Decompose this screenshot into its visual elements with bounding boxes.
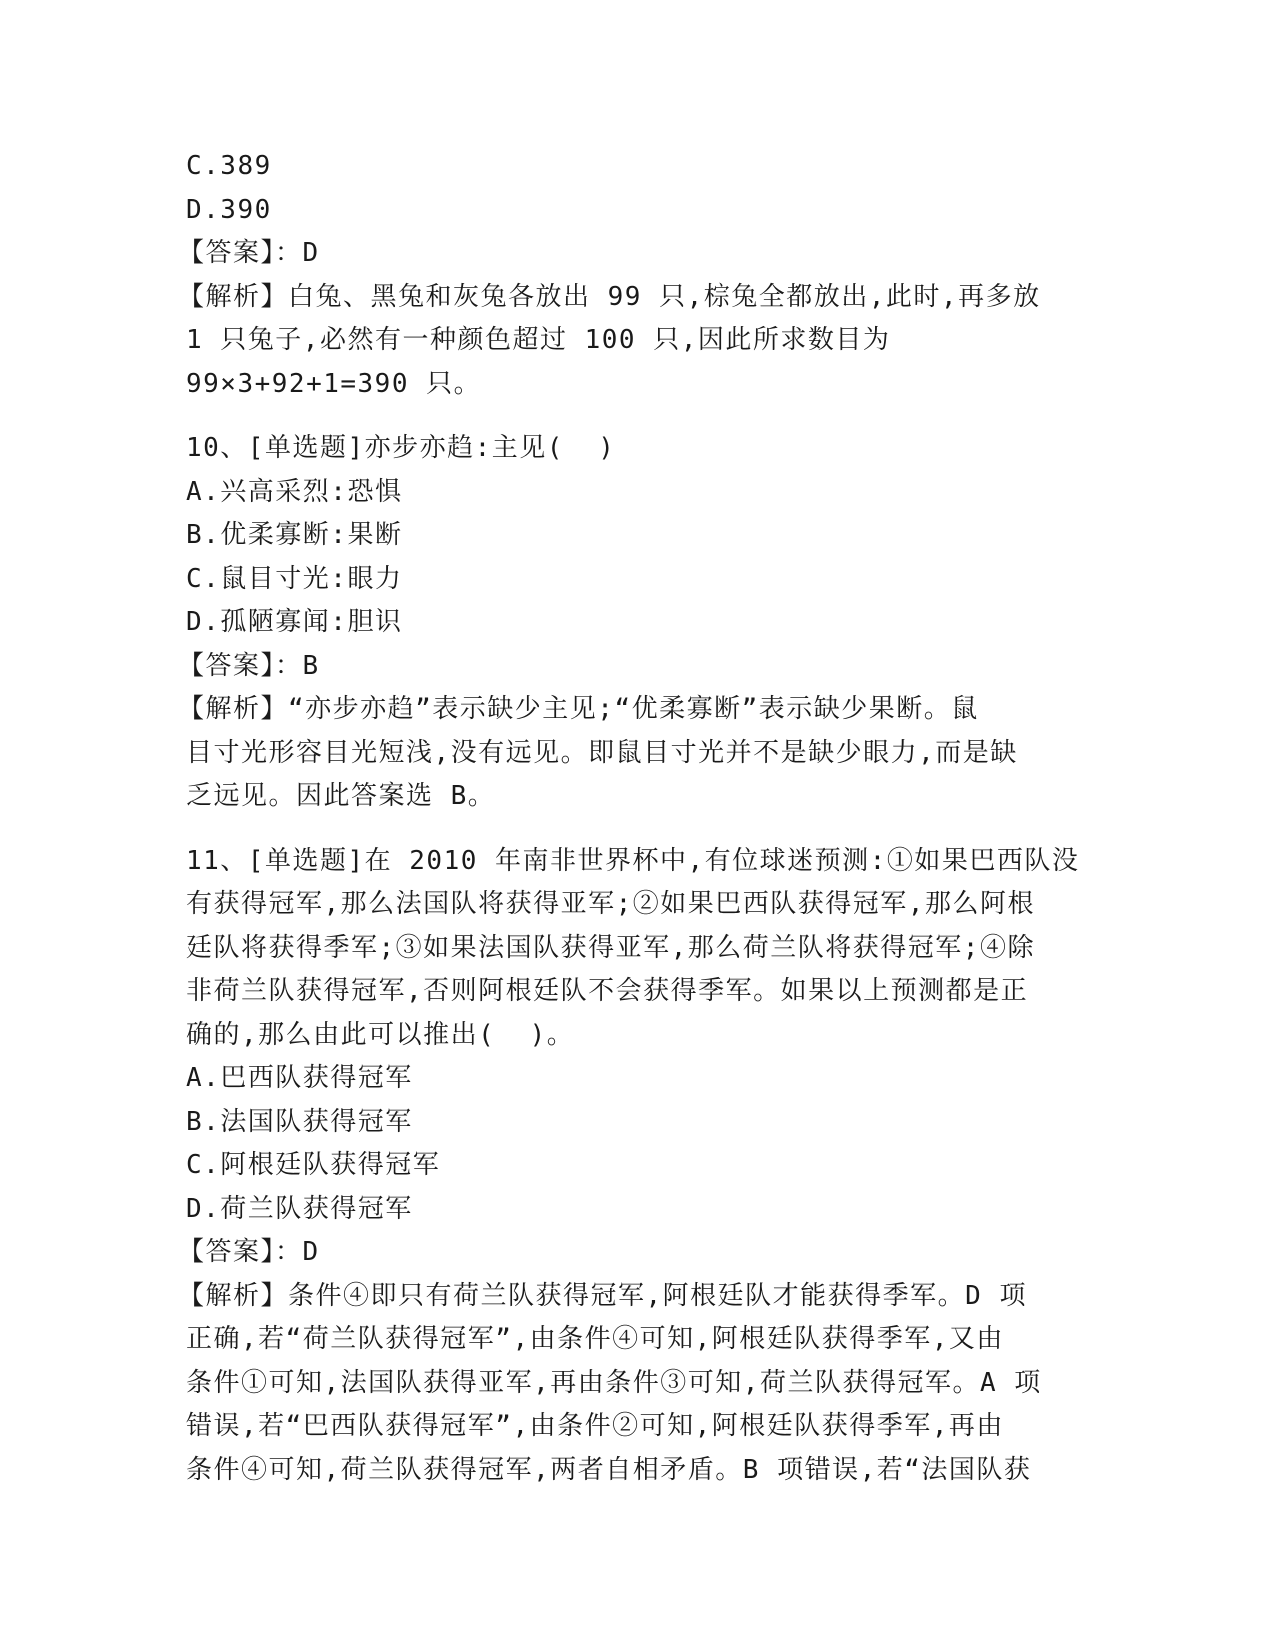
question-stem: 有获得冠军,那么法国队将获得亚军;②如果巴西队获得冠军,那么阿根 [186,889,1035,919]
question-stem: 11、[单选题]在 2010 年南非世界杯中,有位球迷预测:①如果巴西队没 [186,845,1080,876]
question-stem: 确的,那么由此可以推出( )。 [186,1019,575,1050]
analysis-line: 【解析】条件④即只有荷兰队获得冠军,阿根廷队才能获得季军。D 项 [178,1280,1027,1311]
analysis-line: 正确,若“荷兰队获得冠军”,由条件④可知,阿根廷队获得季军,又由 [186,1324,1004,1354]
question-9-block [178,145,1086,406]
analysis-line: 条件①可知,法国队获得亚军,再由条件③可知,荷兰队获得冠军。A 项 [186,1367,1042,1398]
analysis-line: 错误,若“巴西队获得冠军”,由条件②可知,阿根廷队获得季军,再由 [186,1411,1004,1441]
option-c: C.鼠目寸光:眼力 [186,563,403,594]
option-b: B.优柔寡断:果断 [186,520,403,550]
analysis-line: 目寸光形容目光短浅,没有远见。即鼠目寸光并不是缺少眼力,而是缺 [186,737,1018,768]
analysis-line: 【解析】白兔、黑兔和灰兔各放出 99 只,棕兔全都放出,此时,再多放 [178,281,1041,312]
option-d: D.荷兰队获得冠军 [186,1193,413,1224]
option-c: C.389 [186,151,272,181]
analysis-line: 乏远见。因此答案选 B。 [186,781,496,811]
analysis-line: 【解析】“亦步亦趋”表示缺少主见;“优柔寡断”表示缺少果断。鼠 [178,694,979,724]
answer-label: 【答案】：D [178,238,320,268]
answer-label: 【答案】：D [178,1237,320,1267]
answer-label: 【答案】：B [178,650,320,681]
document-page [178,145,1086,1492]
option-d: D.390 [186,194,272,225]
analysis-line: 条件④可知,荷兰队获得冠军,两者自相矛盾。B 项错误,若“法国队获 [186,1454,1032,1485]
option-d: D.孤陋寡闻:胆识 [186,607,403,637]
analysis-line: 1 只兔子,必然有一种颜色超过 100 只,因此所求数目为 [186,325,891,355]
option-a: A.兴高采烈:恐惧 [186,476,403,507]
question-11-block [178,840,1086,1493]
question-stem: 廷队将获得季军;③如果法国队获得亚军,那么荷兰队将获得冠军;④除 [186,932,1035,963]
option-c: C.阿根廷队获得冠军 [186,1150,441,1180]
question-stem: 10、[单选题]亦步亦趋:主见( ) [186,433,616,463]
option-a: A.巴西队获得冠军 [186,1063,413,1093]
question-10-block [178,427,1086,819]
analysis-line: 99×3+92+1=390 只。 [186,368,482,399]
option-b: B.法国队获得冠军 [186,1106,413,1137]
question-stem: 非荷兰队获得冠军,否则阿根廷队不会获得季军。如果以上预测都是正 [186,976,1029,1006]
